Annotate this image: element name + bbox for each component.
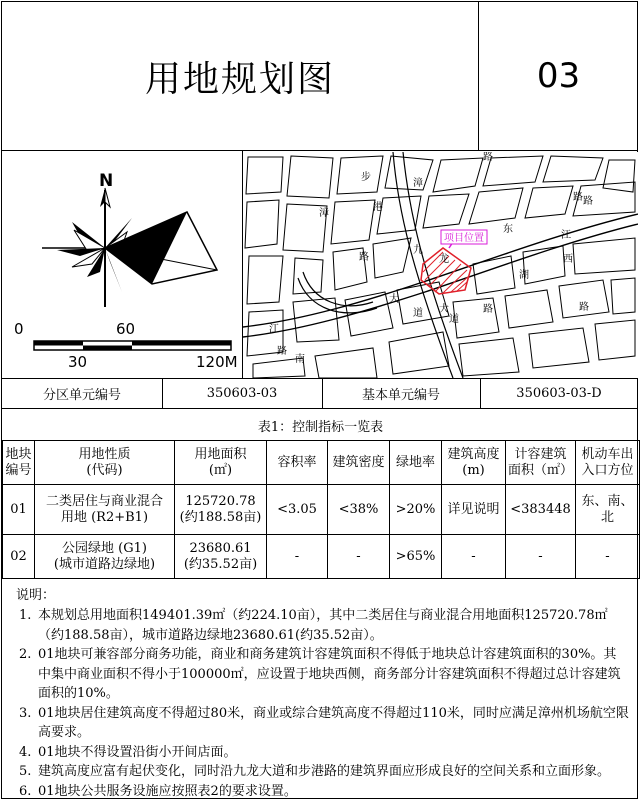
svg-text:南: 南 [295,354,305,365]
note-item: 2. 01地块可兼容部分商务功能，商业和商务建筑计容建筑面积不得低于地块总计容建筑面积的30%。其中集中商业面积不得小于100000㎡，应设置于地块西侧，商务部分计容建筑面积不得超过总计容建筑面积的10%。 [19,647,621,701]
svg-text:江: 江 [269,324,279,335]
svg-text:路: 路 [573,192,583,203]
table-caption: 表1：控制指标一览表 [257,419,384,435]
svg-text:江: 江 [561,230,571,241]
cell-id: 01 [3,485,35,535]
location-tag: 项目位置 [444,233,484,244]
svg-text:龙: 龙 [439,254,449,265]
cell-access: - [576,535,640,579]
svg-text:漳: 漳 [319,208,329,219]
location-map [243,152,638,378]
svg-text:路: 路 [583,196,593,207]
svg-text:大: 大 [439,304,449,315]
cell-access: 东、南、 北 [576,485,640,535]
cell-green: >20% [390,485,442,535]
cell-area: 23680.61 (约35.52亩) [175,535,267,579]
svg-text:路: 路 [359,252,369,263]
cell-height: - [442,535,506,579]
page-title: 用地规划图 [144,58,335,100]
table-row [3,535,640,579]
district-unit-value: 350603-03 [206,386,278,401]
svg-text:湖: 湖 [519,270,529,281]
basic-unit-label: 基本单元编号 [361,388,440,403]
cell-id: 02 [3,535,35,579]
header-green: 绿地率 [390,441,442,485]
cell-use: 二类居住与商业混合 用地 (R2+B1) [35,485,175,535]
unit-row-divider-1 [162,378,163,409]
svg-text:九: 九 [413,245,423,256]
rule-under-title [2,150,638,151]
notes-list [2,606,639,801]
unit-row-divider-2 [322,378,323,409]
cell-far: <3.05 [267,485,328,535]
cell-density: <38% [328,485,390,535]
svg-text:大: 大 [389,294,399,305]
cell-height: 详见说明 [442,485,506,535]
header-gfa: 计容建筑 面积（㎡） [506,441,576,485]
header-use: 用地性质 (代码) [35,441,175,485]
cell-area: 125720.78 (约188.58亩) [175,485,267,535]
note-item: 5. 建筑高度应富有起伏变化，同时沿九龙大道和步港路的建筑界面应形成良好的空间关系和立面形象。 [19,764,611,779]
notes-section [2,580,639,800]
header-density: 建筑密度 [328,441,390,485]
header-area: 用地面积 (㎡) [175,441,267,485]
note-item: 1. 本规划总用地面积149401.39㎡（约224.10亩），其中二类居住与商业混合用地面积125720.78㎡（约188.58亩），城市道路边绿地23680.61(约35.52亩）。 [19,608,608,643]
svg-text:路: 路 [579,302,589,313]
street-map [243,152,638,378]
scale-label-0: 0 [14,320,24,338]
control-index-table [2,440,640,579]
scale-label-60: 60 [116,320,136,338]
svg-text:步: 步 [361,172,371,183]
svg-text:道: 道 [413,308,423,319]
svg-text:港: 港 [373,202,383,213]
svg-text:漳: 漳 [413,178,423,189]
scale-label-120m: 120M [196,353,238,371]
district-unit-label: 分区单元编号 [42,388,121,403]
header-height: 建筑高度 (m) [442,441,506,485]
cell-density: - [328,535,390,579]
svg-text:路: 路 [277,346,287,357]
note-item: 4. 01地块不得设置沿街小开间店面。 [19,744,237,760]
svg-text:路: 路 [483,304,493,315]
notes-heading: 说明： [16,588,56,603]
cell-far: - [267,535,328,579]
cell-gfa: - [506,535,576,579]
table-header-row [3,441,640,485]
rule-below-unit-row [2,408,638,409]
north-label: N [99,171,114,191]
note-item: 3. 01地块居住建筑高度不得超过80米，商业或综合建筑高度不得超过110米，同时应满足漳州机场航空限高要求。 [19,705,629,740]
header-far: 容积率 [267,441,328,485]
svg-text:西: 西 [563,254,573,265]
sheet-number: 03 [536,56,581,96]
planning-sheet [1,1,638,799]
basic-unit-value: 350603-03-D [516,386,602,401]
svg-text:东: 东 [503,224,513,235]
cell-green: >65% [390,535,442,579]
unit-row [2,379,639,408]
svg-text:路: 路 [483,152,493,163]
cell-use: 公园绿地 (G1) (城市道路边绿地) [35,535,175,579]
header-access: 机动车出 入口方位 [576,441,640,485]
cell-gfa: <383448 [506,485,576,535]
table-row [3,485,640,535]
compass-panel [2,152,242,378]
svg-text:道: 道 [449,314,459,325]
note-item: 6. 01地块公共服务设施应按照表2的要求设置。 [19,783,297,799]
header-id: 地块 编号 [3,441,35,485]
scale-label-30: 30 [68,353,88,371]
unit-row-divider-3 [480,378,481,409]
